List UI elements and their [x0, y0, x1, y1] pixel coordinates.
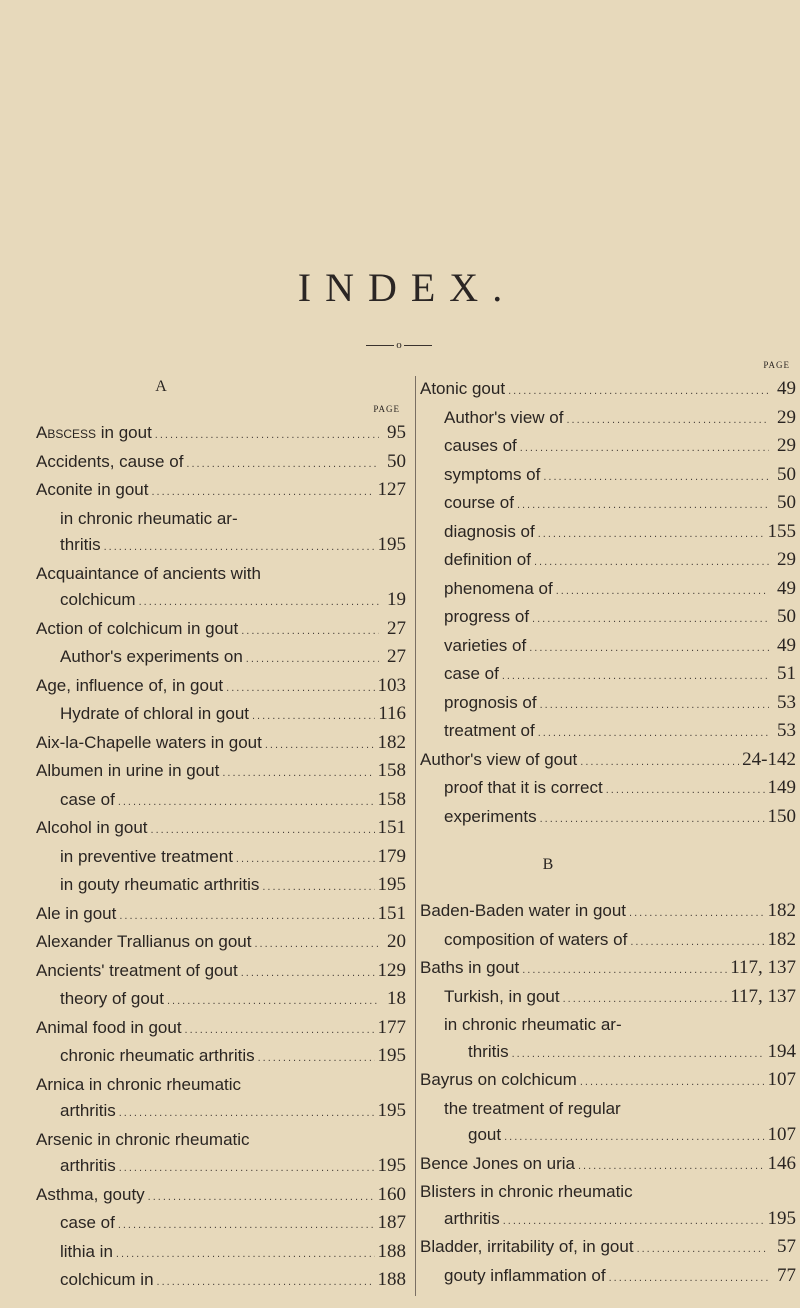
page-number: 158 [377, 760, 406, 781]
page-number: 49 [777, 634, 796, 656]
page-number: 117, 137 [730, 957, 796, 978]
index-entry [36, 730, 406, 759]
dot-leader [580, 1069, 765, 1096]
dot-leader [503, 1208, 765, 1235]
page-number: 146 [767, 1152, 796, 1174]
page-number: 50 [777, 463, 796, 485]
dot-leader [148, 1184, 375, 1211]
entry-text: Aconite in gout [36, 480, 149, 499]
dot-leader [502, 663, 769, 690]
index-subentry [420, 405, 796, 434]
dot-leader [167, 988, 379, 1015]
entry-text: Ancients' treatment of gout [36, 960, 238, 980]
dot-leader [118, 1212, 375, 1239]
dot-leader [185, 1017, 375, 1044]
page-title: INDEX. [297, 265, 517, 310]
entry-text: prognosis of [444, 692, 537, 712]
page-number: 179 [377, 845, 406, 867]
index-entry [420, 1151, 796, 1180]
index-entry [420, 376, 796, 405]
index-entry [36, 420, 406, 449]
dot-leader [532, 606, 769, 633]
dot-leader [151, 817, 375, 844]
ornament-glyph: o [396, 339, 402, 351]
title-ornament [366, 340, 432, 350]
entry-text: thritis [60, 535, 101, 554]
dot-leader [265, 732, 375, 759]
dot-leader [504, 1124, 764, 1151]
page-number: 27 [387, 617, 406, 639]
index-entry [36, 616, 406, 645]
index-subentry [420, 433, 796, 462]
index-entry [36, 477, 406, 506]
page-number: 187 [377, 1212, 406, 1233]
entry-text: Author's view of gout [420, 749, 578, 769]
entry-text: Baden-Baden water in gout [420, 901, 627, 920]
index-subentry [36, 787, 406, 816]
page-number: 57 [777, 1236, 796, 1257]
page-number: 182 [377, 731, 406, 753]
entry-text: varieties of [444, 635, 527, 655]
entry-text: treatment of [444, 721, 535, 740]
index-entry-line: Arsenic in chronic rheumatic [36, 1129, 250, 1149]
entry-text: causes of [444, 436, 517, 455]
page-number: 53 [777, 720, 796, 741]
dot-leader [540, 692, 769, 719]
index-entry-line: in chronic rheumatic ar- [444, 1015, 622, 1034]
index-entry-line: Arnica in chronic rheumatic [36, 1074, 242, 1094]
entry-text: Accidents, cause of [36, 451, 184, 471]
index-subentry [420, 661, 796, 690]
page-number: 188 [377, 1240, 406, 1262]
page-number: 149 [767, 777, 796, 798]
page-number: 151 [377, 902, 406, 924]
index-subentry [420, 1263, 796, 1292]
ornament-rule-left [366, 345, 394, 346]
dot-leader [637, 1236, 769, 1263]
dot-leader [116, 1241, 375, 1268]
index-entry [420, 1067, 796, 1096]
index-subentry [420, 576, 796, 605]
index-subentry [36, 1267, 406, 1296]
page-number: 50 [387, 450, 406, 472]
index-column-right [420, 360, 796, 1291]
dot-leader [566, 407, 769, 434]
page-number: 129 [377, 959, 406, 981]
dot-leader [534, 549, 769, 576]
page-number: 116 [378, 703, 406, 724]
dot-leader [157, 1269, 375, 1296]
index-subentry [420, 604, 796, 633]
dot-leader [119, 1155, 375, 1182]
dot-leader [241, 960, 375, 987]
entry-text: diagnosis of [444, 521, 535, 541]
entry-text: Action of colchicum in gout [36, 618, 239, 638]
page-number: 107 [767, 1069, 796, 1090]
entry-text: thritis [468, 1041, 509, 1061]
dot-leader [512, 1041, 765, 1068]
page-number: 103 [377, 674, 406, 696]
index-entry [36, 901, 406, 930]
page-number: 49 [777, 378, 796, 399]
index-entry [420, 747, 796, 776]
dot-leader [246, 646, 379, 673]
page-number: 51 [777, 663, 796, 684]
dot-leader [538, 521, 765, 548]
entry-text: lithia in [60, 1241, 113, 1261]
dot-leader [254, 931, 379, 958]
index-entry [36, 1015, 406, 1044]
section-letter-a: A [155, 378, 167, 395]
index-entry [36, 758, 406, 787]
index-entry-line: Blisters in chronic rheumatic [420, 1182, 633, 1201]
dot-leader [119, 1100, 375, 1127]
page-number: 195 [377, 534, 406, 555]
index-entry [420, 955, 796, 984]
dot-leader [104, 534, 375, 561]
page-number: 177 [377, 1016, 406, 1038]
index-entry [36, 1182, 406, 1211]
dot-leader [252, 703, 375, 730]
index-entry [36, 449, 406, 478]
index-subentry [36, 844, 406, 873]
entry-text: Bence Jones on uria [420, 1153, 575, 1173]
entry-text: Bladder, irritability of, in gout [420, 1237, 634, 1256]
entry-text: symptoms of [444, 464, 541, 484]
entry-text [36, 420, 152, 447]
index-subentry [36, 872, 406, 901]
dot-leader [118, 789, 375, 816]
index-entry [36, 815, 406, 844]
entry-text: Atonic gout [420, 379, 506, 398]
entry-text: Animal food in gout [36, 1017, 182, 1037]
index-entry [36, 587, 406, 616]
page-column-header: PAGE [763, 360, 790, 370]
page-number: 117, 137 [730, 985, 796, 1007]
entry-text: arthritis [60, 1101, 116, 1120]
dot-leader [241, 618, 379, 645]
index-subentry [420, 804, 796, 833]
index-subentry [420, 633, 796, 662]
index-subentry [36, 986, 406, 1015]
entry-text: Asthma, gouty [36, 1184, 145, 1204]
index-entry-line: Acquaintance of ancients with [36, 563, 261, 583]
dot-leader [119, 903, 374, 930]
dot-leader [520, 435, 769, 462]
index-subentry [36, 701, 406, 730]
index-subentry [420, 927, 796, 956]
dot-leader [529, 635, 769, 662]
page-number: 182 [767, 900, 796, 921]
entry-text: Author's experiments on [60, 647, 243, 666]
index-subentry [36, 644, 406, 673]
entry-text: case of [60, 1213, 115, 1232]
dot-leader [151, 479, 374, 506]
entry-text: Albumen in urine in gout [36, 761, 220, 780]
page-number: 53 [777, 691, 796, 713]
dot-leader [540, 806, 765, 833]
index-list-b [420, 898, 796, 1291]
page-number: 50 [777, 492, 796, 513]
dot-leader [606, 777, 765, 804]
entry-text: case of [60, 789, 115, 809]
entry-text: proof that it is correct [444, 778, 603, 797]
index-entry [36, 1098, 406, 1127]
page-number: 160 [377, 1183, 406, 1205]
dot-leader [508, 378, 769, 405]
dot-leader [563, 986, 728, 1013]
index-entry [420, 1122, 796, 1151]
page-number: 19 [387, 589, 406, 610]
page-number: 50 [777, 606, 796, 627]
page-number: 127 [377, 479, 406, 500]
page-number: 29 [777, 549, 796, 570]
index-entry [420, 1206, 796, 1235]
page-number: 20 [387, 931, 406, 952]
page-number: 195 [767, 1207, 796, 1229]
entry-text: Alexander Trallianus on gout [36, 932, 252, 951]
column-divider [415, 376, 416, 1296]
dot-leader [629, 900, 764, 927]
entry-text: in gouty rheumatic arthritis [60, 875, 260, 894]
entry-text: definition of [444, 550, 531, 569]
page-number: 158 [377, 788, 406, 810]
entry-text: composition of waters of [444, 929, 628, 949]
dot-leader [186, 451, 379, 478]
page-number: 195 [377, 1045, 406, 1066]
entry-text: chronic rheumatic arthritis [60, 1046, 255, 1065]
page-number: 195 [377, 1100, 406, 1121]
index-entry [420, 898, 796, 927]
page-number: 77 [777, 1264, 796, 1286]
index-entry [36, 532, 406, 561]
dot-leader [538, 720, 769, 747]
entry-text: theory of gout [60, 989, 164, 1008]
index-subentry [420, 984, 796, 1013]
entry-text: Alcohol in gout [36, 818, 148, 837]
page-number: 49 [777, 577, 796, 599]
section-letter-b: B [542, 856, 554, 873]
page-number: 24-142 [742, 748, 796, 770]
entry-text: Age, influence of, in gout [36, 675, 224, 695]
index-entry [420, 1039, 796, 1068]
page-number: 151 [377, 817, 406, 838]
index-subentry [36, 1210, 406, 1239]
index-subentry [420, 490, 796, 519]
page-number: 188 [377, 1269, 406, 1290]
index-subentry [420, 718, 796, 747]
dot-leader [578, 1153, 765, 1180]
page-number: 27 [387, 646, 406, 667]
index-subentry [420, 547, 796, 576]
entry-text: gout [468, 1125, 502, 1144]
index-subentry [420, 519, 796, 548]
dot-leader [630, 929, 764, 956]
entry-text: course of [444, 493, 514, 512]
section-spacer [420, 832, 796, 854]
dot-leader [580, 749, 739, 776]
entry-text: case of [444, 664, 499, 683]
dot-leader [517, 492, 769, 519]
page-number: 107 [767, 1124, 796, 1145]
page-number: 182 [767, 928, 796, 950]
entry-text: Baths in gout [420, 958, 520, 977]
dot-leader [262, 874, 374, 901]
index-entry [36, 929, 406, 958]
page-number: 195 [377, 1155, 406, 1176]
index-entry [36, 1153, 406, 1182]
page-number: 155 [767, 520, 796, 542]
dot-leader [543, 464, 769, 491]
dot-leader [609, 1265, 769, 1292]
entry-text: in preventive treatment [60, 846, 233, 866]
entry-text: arthritis [60, 1156, 116, 1175]
entry-text: Ale in gout [36, 903, 117, 923]
page-number: 18 [387, 988, 406, 1009]
index-entry [36, 958, 406, 987]
index-subentry [36, 1239, 406, 1268]
page-number: 195 [377, 874, 406, 895]
index-subentry [420, 690, 796, 719]
entry-text: progress of [444, 607, 530, 626]
entry-text: colchicum in [60, 1270, 154, 1289]
index-list-a-continued [420, 376, 796, 832]
entry-headword: Abscess [36, 423, 97, 442]
dot-leader [139, 589, 379, 616]
entry-text: Bayrus on colchicum [420, 1070, 577, 1089]
page-number: 95 [387, 422, 406, 443]
page-number: 150 [767, 805, 796, 827]
entry-text: Hydrate of chloral in gout [60, 704, 249, 723]
dot-leader [226, 675, 374, 702]
entry-text: phenomena of [444, 578, 553, 598]
page-number: 29 [777, 435, 796, 456]
entry-text-rest: in gout [96, 423, 152, 442]
index-entry-line: in chronic rheumatic ar- [60, 508, 238, 528]
index-entry [420, 1234, 796, 1263]
entry-text: experiments [444, 806, 537, 826]
page-number: 194 [767, 1040, 796, 1062]
dot-leader [522, 957, 727, 984]
index-entry [36, 673, 406, 702]
entry-text: Aix-la-Chapelle waters in gout [36, 732, 262, 752]
section-spacer [420, 876, 796, 898]
entry-text: gouty inflammation of [444, 1265, 606, 1285]
entry-text: arthritis [444, 1208, 500, 1228]
index-subentry [420, 775, 796, 804]
entry-text: Turkish, in gout [444, 986, 560, 1006]
dot-leader [258, 1045, 375, 1072]
dot-leader [155, 422, 379, 449]
dot-leader [236, 846, 375, 873]
entry-text: colchicum [60, 590, 136, 609]
index-list-a [36, 420, 406, 1296]
entry-text: Author's view of [444, 407, 564, 427]
index-subentry [36, 1043, 406, 1072]
page-column-header: PAGE [373, 404, 400, 414]
dot-leader [222, 760, 374, 787]
page-number: 29 [777, 406, 796, 428]
index-column-left [36, 376, 406, 1296]
dot-leader [556, 578, 769, 605]
index-entry-line: the treatment of regular [444, 1098, 621, 1118]
ornament-rule-right [404, 345, 432, 346]
index-subentry [420, 462, 796, 491]
